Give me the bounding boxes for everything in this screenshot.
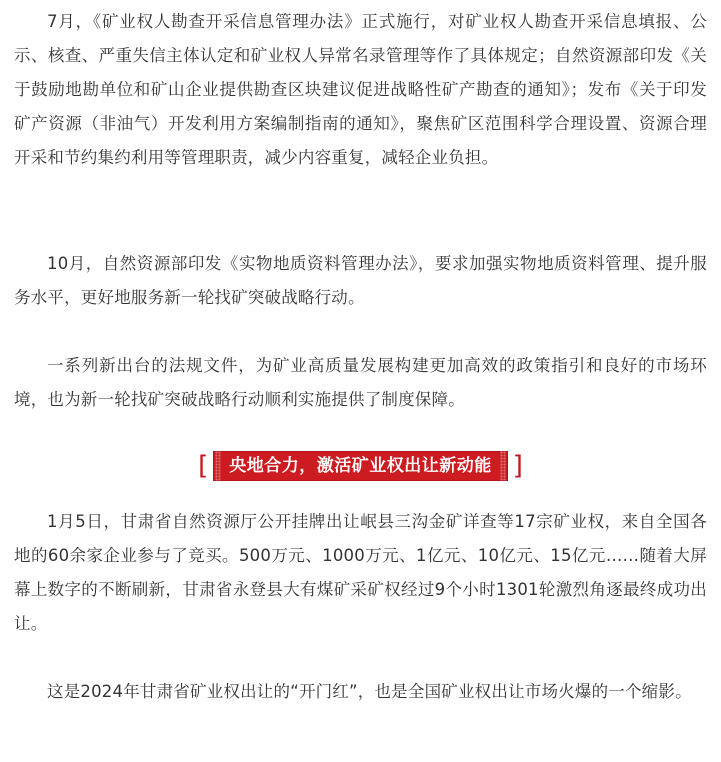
paragraph-policy-summary: 一系列新出台的法规文件，为矿业高质量发展构建更加高效的政策指引和良好的市场环境，也为新一轮找矿突破战略行动顺利实施提供了制度保障。 xyxy=(14,356,707,409)
heading-left-bracket: [ xyxy=(198,451,209,481)
paragraph-market-snapshot: 这是2024年甘肃省矿业权出让的“开门红”，也是全国矿业权出让市场火爆的一个缩影。 xyxy=(47,682,692,701)
paragraph-july-regulations: 7月，《矿业权人勘查开采信息管理办法》正式施行，对矿业权人勘查开采信息填报、公示、核查、严重失信主体认定和矿业权人异常名录管理等作了具体规定；自然资源部印发《关于鼓励地勘单位和矿山企业提供勘查区块建议促进战略性矿产勘查的通知》；发布《关于印发矿产资源（非油气）开发利用方案编制指南的通知》，聚焦矿区范围科学合理设置、资源合理开采和节约集约利用等管理职责，减少内容重复，减轻企业负担。 xyxy=(14,12,707,167)
paragraph-gansu-auction: 1月5日，甘肃省自然资源厅公开挂牌出让岷县三沟金矿详查等17宗矿业权，来自全国各地的60余家企业参与了竞买。500万元、1000万元、1亿元、10亿元、15亿元……随着大屏幕上数字的不断刷新，甘肃省永登县大有煤矿采矿权经过9个小时1301轮激烈角逐最终成功出让。 xyxy=(14,512,707,633)
section-heading-title: 央地合力，激活矿业权出让新动能 xyxy=(213,451,508,481)
section-heading xyxy=(14,449,707,483)
heading-right-bracket: ] xyxy=(512,451,523,481)
paragraph-october-measures: 10月，自然资源部印发《实物地质资料管理办法》，要求加强实物地质资料管理、提升服务水平，更好地服务新一轮找矿突破战略行动。 xyxy=(14,254,707,307)
